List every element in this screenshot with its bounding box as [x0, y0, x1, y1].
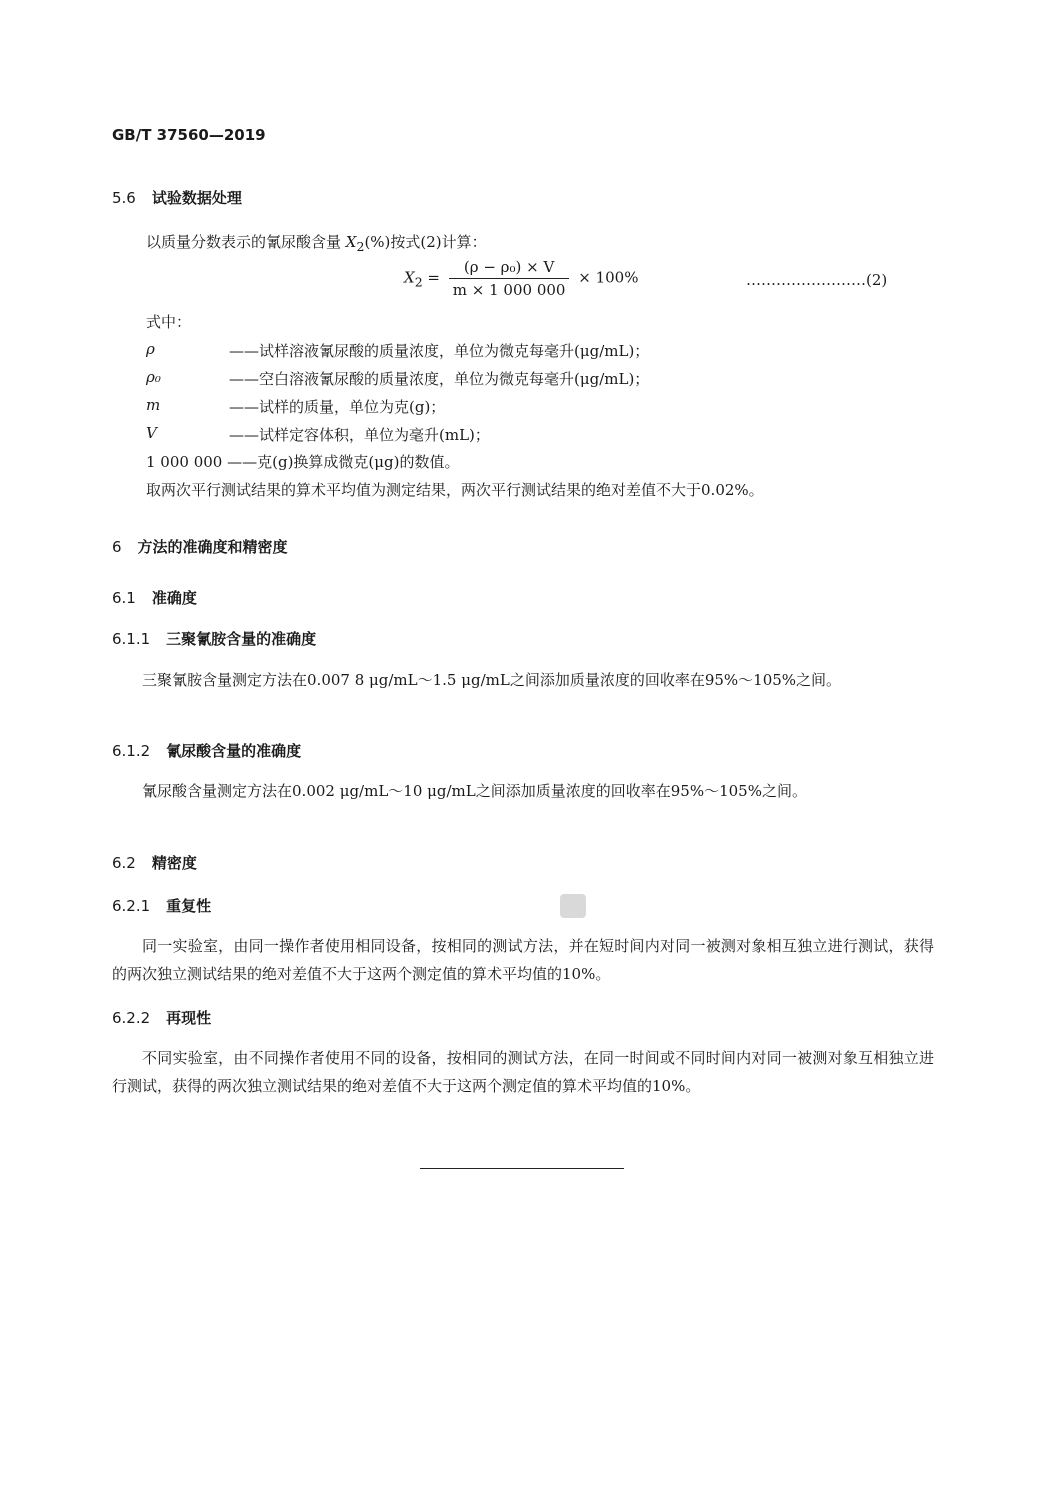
section-title: 准确度: [151, 589, 197, 607]
formula-fraction: [449, 258, 570, 299]
intro-suffix: (%)按式(2)计算：: [364, 233, 487, 251]
formula-lhs: X: [404, 268, 415, 287]
intro-subscript: 2: [356, 239, 365, 254]
intro-text: 以质量分数表示的氰尿酸含量: [146, 233, 342, 251]
section-number: 6.2.2: [112, 1009, 151, 1027]
section-6-1-heading: [112, 587, 197, 608]
formula-lhs-sub: 2: [414, 274, 423, 290]
section-number: 6.1.1: [112, 630, 151, 648]
def-text: ——空白溶液氰尿酸的质量浓度，单位为微克每毫升(μg/mL)；: [229, 370, 650, 388]
section-title: 三聚氰胺含量的准确度: [166, 630, 317, 648]
formula-label: ……………………(2): [746, 271, 888, 289]
section-6-1-2-heading: [112, 740, 301, 761]
section-number: 6.1: [112, 589, 136, 607]
section-6-heading: [112, 536, 288, 557]
formula-equals: =: [427, 268, 440, 287]
def-symbol: m: [146, 396, 161, 414]
section-number: 6.1.2: [112, 742, 151, 760]
formula-factor: × 100%: [578, 268, 639, 287]
def-text: ——试样的质量，单位为克(g)；: [229, 398, 446, 416]
scan-mark: [560, 894, 586, 918]
section-number: 5.6: [112, 189, 136, 207]
formula-denominator: m × 1 000 000: [452, 281, 566, 299]
formula-2: [404, 258, 638, 299]
formula-numerator: (ρ − ρ₀) × V: [449, 258, 570, 279]
section-6-1-1-heading: [112, 628, 316, 649]
section-number: 6.2.1: [112, 897, 151, 915]
section-title: 试验数据处理: [151, 189, 242, 207]
formula-intro: [146, 228, 487, 261]
def-symbol: ρ₀: [146, 368, 161, 386]
result-note: 取两次平行测试结果的算术平均值为测定结果，两次平行测试结果的绝对差值不大于0.02%。: [146, 481, 764, 499]
section-number: 6.2: [112, 854, 136, 872]
section-title: 精密度: [151, 854, 197, 872]
def-symbol: V: [146, 424, 157, 442]
section-5-6-heading: [112, 187, 242, 208]
section-6-2-1-heading: [112, 895, 211, 916]
section-6-2-2-text: 不同实验室，由不同操作者使用不同的设备，按相同的测试方法，在同一时间或不同时间内对同一被测对象互相独立进行测试，获得的两次独立测试结果的绝对差值不大于这两个测定值的算术平均值的10%。: [112, 1049, 934, 1095]
standard-number: GB/T 37560—2019: [112, 126, 266, 144]
where-label: 式中：: [146, 313, 192, 331]
end-rule: [420, 1168, 624, 1169]
section-6-2-heading: [112, 852, 197, 873]
section-6-2-2-heading: [112, 1007, 211, 1028]
def-text: ——试样溶液氰尿酸的质量浓度，单位为微克每毫升(μg/mL)；: [229, 342, 650, 360]
def-last: 1 000 000 ——克(g)换算成微克(μg)的数值。: [146, 453, 460, 471]
section-title: 氰尿酸含量的准确度: [166, 742, 302, 760]
section-number: 6: [112, 538, 122, 556]
section-6-1-2-text: 氰尿酸含量测定方法在0.002 μg/mL～10 μg/mL之间添加质量浓度的回收率在95%～105%之间。: [142, 782, 807, 800]
def-symbol: ρ: [146, 340, 155, 358]
section-6-1-1-text: 三聚氰胺含量测定方法在0.007 8 μg/mL～1.5 μg/mL之间添加质量浓度的回收率在95%～105%之间。: [142, 671, 842, 689]
section-title: 方法的准确度和精密度: [137, 538, 288, 556]
section-title: 重复性: [166, 897, 212, 915]
section-title: 再现性: [166, 1009, 212, 1027]
def-text: ——试样定容体积，单位为毫升(mL)；: [229, 426, 490, 444]
intro-variable: X: [345, 233, 357, 251]
section-6-2-1-text: 同一实验室，由同一操作者使用相同设备，按相同的测试方法，并在短时间内对同一被测对象相互独立进行测试，获得的两次独立测试结果的绝对差值不大于这两个测定值的算术平均值的10%。: [112, 937, 934, 983]
